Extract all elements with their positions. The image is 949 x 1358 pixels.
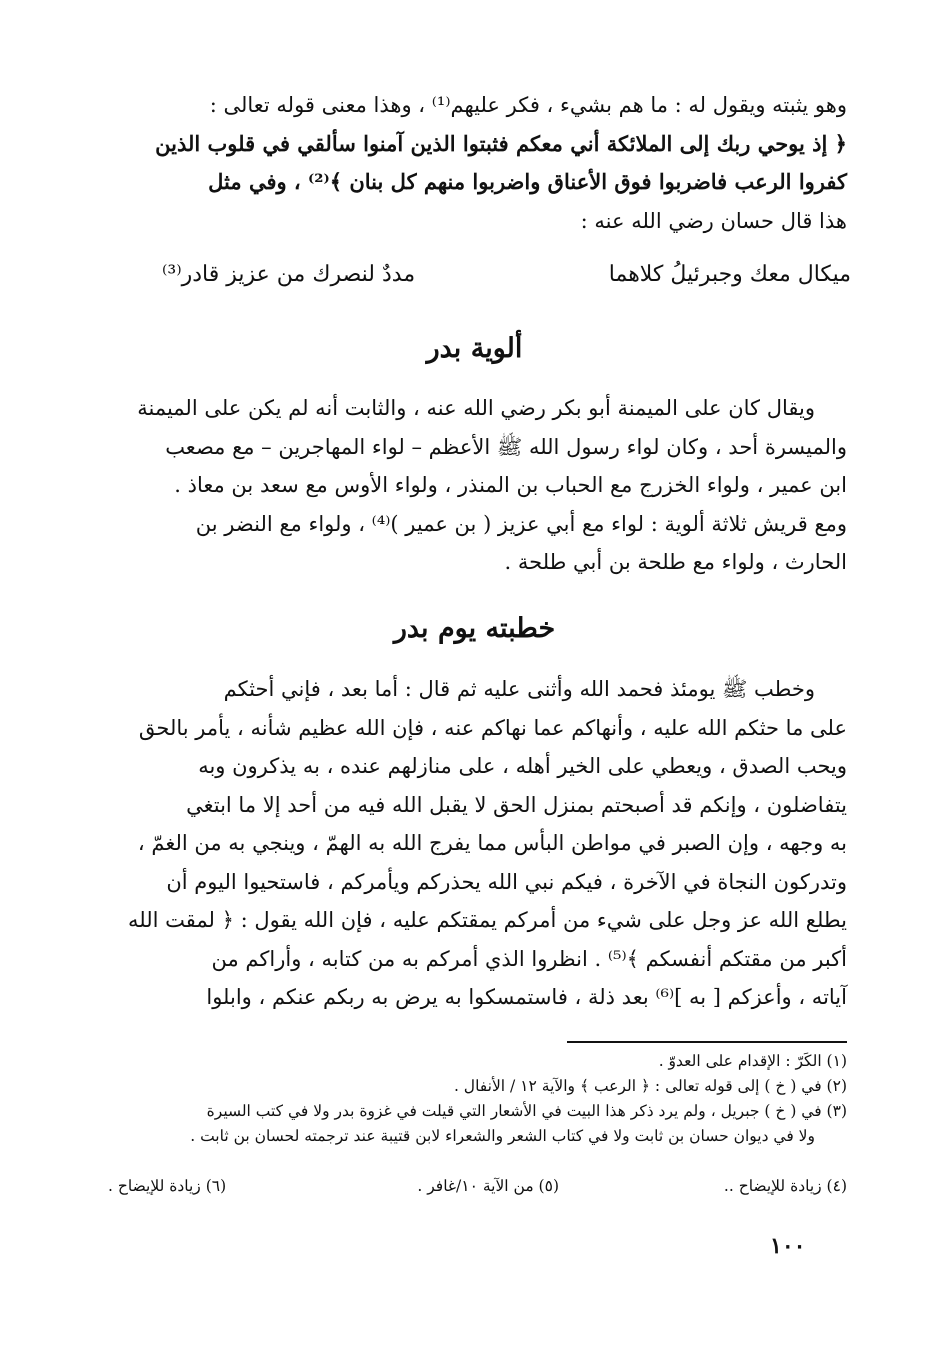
opening-line-1: وهو يثبته ويقول له : ما هم بشيء ، فكر عليهم⁽¹⁾ ، وهذا معنى قوله تعالى : <box>209 93 847 117</box>
banners-line-4: ومع قريش ثلاثة ألوية : لواء مع أبي عزيز ( بن عمير )⁽⁴⁾ ، ولواء مع النضر بن <box>195 511 847 536</box>
poem-hemistich-right: ميكال معك وجبرئيلُ كلاهما <box>608 262 851 287</box>
sermon-line-8: أكبر من مقتكم أنفسكم ﴾⁽⁵⁾ . انظروا الذي أمركم به من كتابه ، وأراكم من <box>211 946 847 971</box>
banners-paragraph <box>105 389 847 582</box>
quran-verse-line-2: كفروا الرعب فاضربوا فوق الأعناق واضربوا منهم كل بنان ﴾⁽²⁾ ، وفي مثل <box>208 169 847 194</box>
sermon-line-7: يطلع الله عز وجل على شيء من أمركم يمقتكم عليه ، فإن الله يقول : ﴿ لمقت الله <box>128 908 847 932</box>
opening-line-4: هذا قال حسان رضي الله عنه : <box>580 208 847 233</box>
sermon-line-6: وتدركون النجاة في الآخرة ، فيكم نبي الله يحذركم ويأمركم ، فاستحيوا اليوم أن <box>166 869 847 894</box>
banners-line-2: والميسرة أحد ، وكان لواء رسول الله ﷺ الأعظم – لواء المهاجرين – مع مصعب <box>165 434 847 459</box>
sermon-line-4: يتفاضلون ، وإنكم قد أصبحتم بمنزل الحق لا يقبل الله فيه من أحد إلا ما ابتغي <box>186 792 847 817</box>
footnote-6: (٦) زيادة للإيضاح . <box>108 1177 227 1195</box>
banners-line-1: ويقال كان على الميمنة أبو بكر رضي الله عنه ، والثابت أنه لم يكن على الميمنة <box>137 396 815 420</box>
section-heading-sermon: خطبته يوم بدر <box>393 613 556 644</box>
sermon-line-1: وخطب ﷺ يومئذ فحمد الله وأثنى عليه ثم قال : أما بعد ، فإني أحثكم <box>223 677 815 701</box>
footnote-2: (٢) في ( خ ) إلى قوله تعالى : ﴿ الرعب ﴾ والآية ١٢ / الأنفال . <box>453 1077 847 1095</box>
banners-line-5: الحارث ، ولواء مع طلحة بن أبي طلحة . <box>504 550 847 574</box>
opening-paragraph <box>105 86 847 240</box>
footnote-3-line-2: ولا في ديوان حسان بن ثابت ولا في كتاب الشعر والشعراء لابن قتيبة عند ترجمته لحسان بن ثابت . <box>190 1127 815 1145</box>
sermon-line-5: به وجهه ، وإن الصبر في مواطن البأس مما يفرج الله به الهمّ ، وينجي به من الغمّ ، <box>137 831 847 855</box>
quran-verse-line-1: ﴿ إذ يوحي ربك إلى الملائكة أني معكم فثبتوا الذين آمنوا سألقي في قلوب الذين <box>155 130 847 156</box>
footnotes <box>105 1049 847 1149</box>
banners-line-3: ابن عمير ، ولواء الخزرج مع الحباب بن المنذر ، ولواء الأوس مع سعد بن معاذ . <box>174 473 847 497</box>
poem-hemistich-left: مددٌ لنصرك من عزيز قادر⁽³⁾ <box>162 262 416 287</box>
footnote-4: (٤) زيادة للإيضاح .. <box>723 1177 847 1195</box>
sermon-line-3: ويحب الصدق ، ويعطي على الخير أهله ، على منازلهم عنده ، به يذكرون وبه <box>198 754 847 778</box>
sermon-line-9: آياته ، وأعزكم [ به ]⁽⁶⁾ بعد ذلة ، فاستمسكوا به يرض به ربكم عنكم ، وابلوا <box>206 985 847 1009</box>
footnote-1: (١) الكَرّ : الإقدام على العدوّ . <box>658 1052 847 1070</box>
sermon-paragraph <box>105 670 847 1017</box>
footnote-separator <box>567 1041 847 1043</box>
sermon-line-2: على ما حثكم الله عليه ، وأنهاكم عما نهاكم عنه ، فإن الله عظيم شأنه ، يأمر بالحق <box>138 715 847 740</box>
section-heading-banners: ألوية بدر <box>426 333 523 364</box>
page-number: ١٠٠ <box>770 1233 806 1259</box>
footnote-3-line-1: (٣) في ( خ ) جبريل ، ولم يرد ذكر هذا البيت في الأشعار التي قيلت في غزوة بدر ولا في كتب السيرة <box>206 1102 847 1120</box>
footnote-5: (٥) من الآية ١٠/غافر . <box>417 1177 559 1195</box>
